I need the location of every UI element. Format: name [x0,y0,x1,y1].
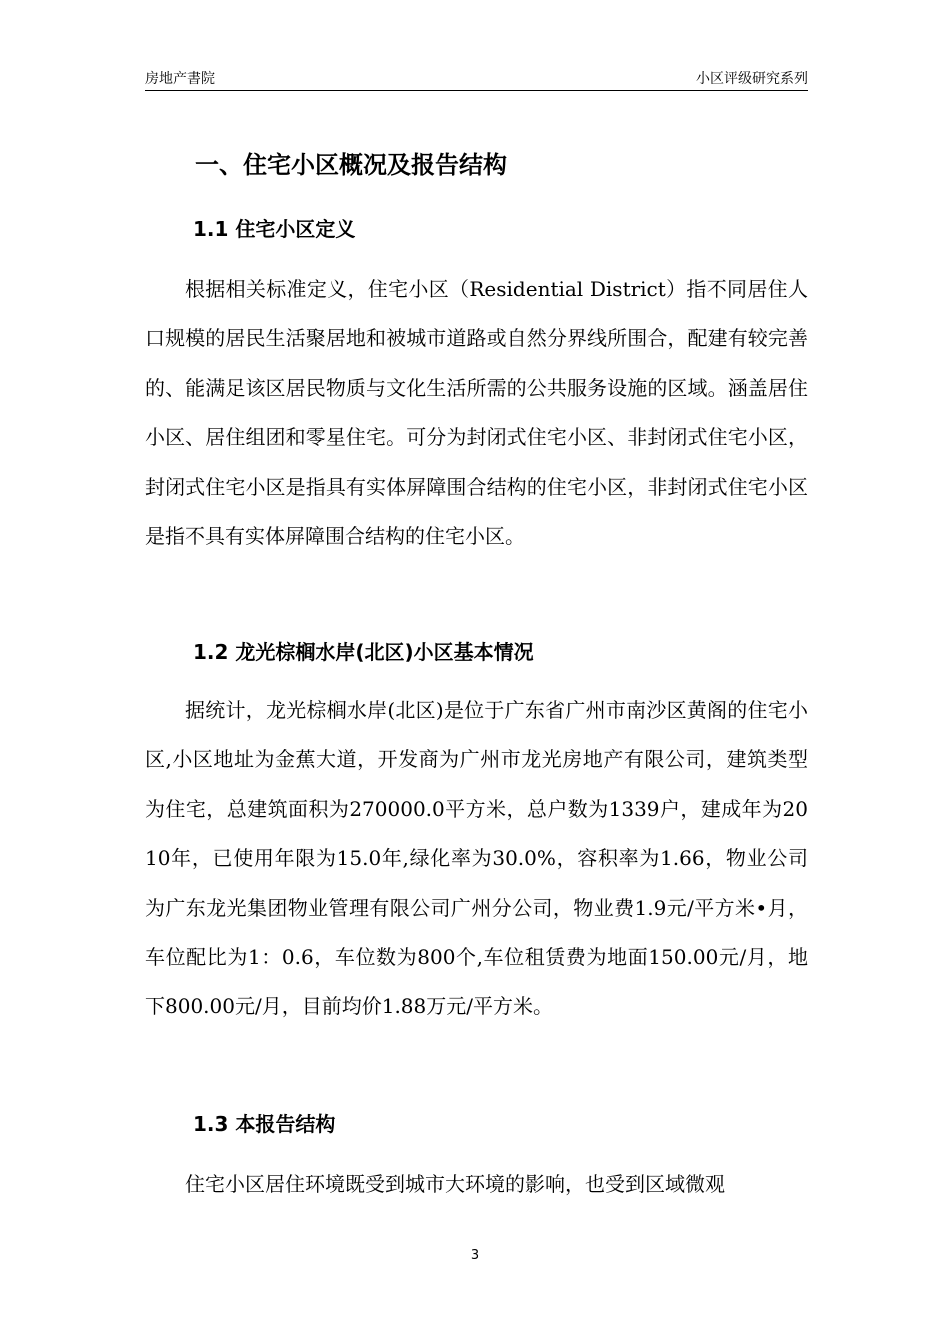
paragraph-basic-info: 据统计，龙光棕榈水岸(北区)是位于广东省广州市南沙区黄阁的住宅小区,小区地址为金蕉大道，开发商为广州市龙光房地产有限公司，建筑类型为住宅，总建筑面积为270000.0平方米，总户数为1339户，建成年为2010年，已使用年限为15.0年,绿化率为30.0%，容积率为1.66，物业公司为广东龙光集团物业管理有限公司广州分公司，物业费1.9元/平方米•月，车位配比为1：0.6，车位数为800个,车位租赁费为地面150.00元/月，地下800.00元/月，目前均价1.88万元/平方米。 [145,698,808,1019]
paragraph-report-structure: 住宅小区居住环境既受到城市大环境的影响，也受到区域微观 [185,1172,725,1196]
subsection-heading-1-3: 1.3 本报告结构 [193,1112,336,1136]
subsection-heading-1-2: 1.2 龙光棕榈水岸(北区)小区基本情况 [193,640,534,664]
paragraph-definition: 根据相关标准定义，住宅小区（Residential District）指不同居住人口规模的居民生活聚居地和被城市道路或自然分界线所围合，配建有较完善的、能满足该区居民物质与文化生活所需的公共服务设施的区域。涵盖居住小区、居住组团和零星住宅。可分为封闭式住宅小区、非封闭式住宅小区，封闭式住宅小区是指具有实体屏障围合结构的住宅小区，非封闭式住宅小区是指不具有实体屏障围合结构的住宅小区。 [145,277,808,549]
header-publisher: 房地产書院 [145,71,215,87]
section-heading: 一、住宅小区概况及报告结构 [195,151,507,179]
page-number: 3 [470,1248,480,1263]
subsection-heading-1-1: 1.1 住宅小区定义 [193,217,356,241]
header-series-title: 小区评级研究系列 [696,71,808,87]
page-header [145,66,808,91]
